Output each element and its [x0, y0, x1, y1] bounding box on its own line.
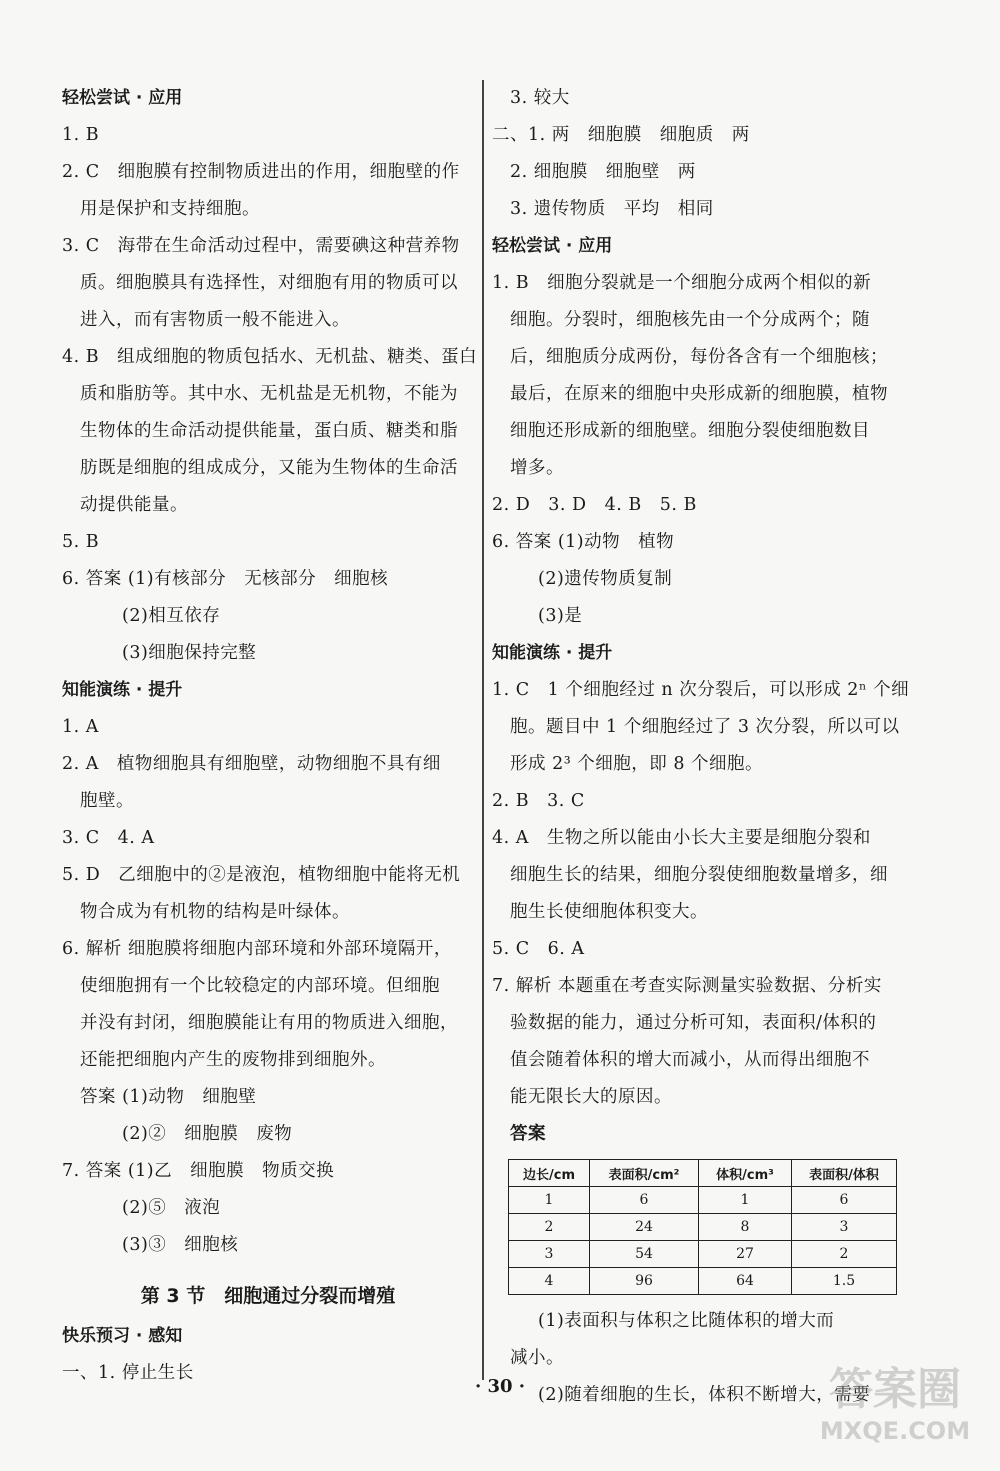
answer-line: (1)表面积与体积之比随体积的增大而 — [538, 1311, 835, 1331]
answer-line: 还能把细胞内产生的废物排到细胞外。 — [80, 1050, 386, 1070]
answer-line: 形成 2³ 个细胞，即 8 个细胞。 — [510, 754, 764, 774]
answer-line: 答案 (1)动物 细胞壁 — [80, 1087, 257, 1107]
answer-line: 验数据的能力，通过分析可知，表面积/体积的 — [510, 1013, 877, 1033]
watermark-logo-text: 答案圈 — [829, 1364, 961, 1415]
answer-line: 使细胞拥有一个比较稳定的内部环境。但细胞 — [80, 976, 440, 996]
heading-practice-improve: 知能演练 · 提升 — [62, 680, 183, 700]
answer-line: 生物体的生命活动提供能量，蛋白质、糖类和脂 — [80, 421, 458, 441]
answer-line: 3. 遗传物质 平均 相同 — [510, 199, 714, 219]
answer-line: (3)细胞保持完整 — [122, 643, 257, 663]
answer-line: 4. A 生物之所以能由小长大主要是细胞分裂和 — [492, 828, 871, 848]
answer-line: 2. C 细胞膜有控制物质进出的作用，细胞壁的作 — [62, 162, 460, 182]
table-header-cell: 表面积/cm² — [590, 1160, 699, 1187]
answer-line: 2. A 植物细胞具有细胞壁，动物细胞不具有细 — [62, 754, 441, 774]
answer-line: 细胞。分裂时，细胞核先由一个分成两个；随 — [510, 310, 870, 330]
answer-line: 2. 细胞膜 细胞壁 两 — [510, 162, 696, 182]
left-column — [62, 80, 478, 1392]
answer-line: 进入，而有害物质一般不能进入。 — [80, 310, 350, 330]
table-cell: 6 — [590, 1187, 699, 1214]
table-row — [509, 1241, 897, 1268]
answer-line: 物合成为有机物的结构是叶绿体。 — [80, 902, 350, 922]
table-cell: 1 — [509, 1187, 590, 1214]
table-cell: 54 — [590, 1241, 699, 1268]
answer-label: 答案 — [510, 1124, 546, 1144]
answer-line: (3)③ 细胞核 — [122, 1235, 239, 1255]
table-header-row — [509, 1160, 897, 1187]
table-row — [509, 1187, 897, 1214]
table-cell: 8 — [699, 1214, 792, 1241]
answer-line: 3. 较大 — [510, 88, 570, 108]
heading-preview: 快乐预习 · 感知 — [62, 1326, 183, 1346]
answer-line: 2. D 3. D 4. B 5. B — [492, 495, 697, 515]
answer-line: 7. 解析 本题重在考查实际测量实验数据、分析实 — [492, 976, 882, 996]
answer-line: 最后，在原来的细胞中央形成新的细胞膜，植物 — [510, 384, 888, 404]
answer-line: 7. 答案 (1)乙 细胞膜 物质交换 — [62, 1161, 335, 1181]
table-cell: 2 — [792, 1241, 897, 1268]
answer-line: 胞。题目中 1 个细胞经过了 3 次分裂，所以可以 — [510, 717, 900, 737]
table-cell: 6 — [792, 1187, 897, 1214]
answer-line: 二、1. 两 细胞膜 细胞质 两 — [492, 125, 750, 145]
table-cell: 1.5 — [792, 1268, 897, 1295]
table-row — [509, 1214, 897, 1241]
table-header-cell: 表面积/体积 — [792, 1160, 897, 1187]
table-cell: 4 — [509, 1268, 590, 1295]
answer-line: 1. B — [62, 125, 100, 145]
watermark-logo — [810, 1353, 980, 1463]
answer-line: (2)相互依存 — [122, 606, 221, 626]
answer-line: 值会随着体积的增大而减小，从而得出细胞不 — [510, 1050, 870, 1070]
column-divider — [482, 80, 484, 1380]
table-header-cell: 边长/cm — [509, 1160, 590, 1187]
answer-line: 减小。 — [510, 1348, 564, 1368]
answer-line: 细胞还形成新的细胞壁。细胞分裂使细胞数目 — [510, 421, 870, 441]
answer-line: (2)随着细胞的生长，体积不断增大，需要 — [538, 1385, 871, 1405]
answer-line: 3. C 海带在生命活动过程中，需要碘这种营养物 — [62, 236, 460, 256]
table-cell: 27 — [699, 1241, 792, 1268]
right-column — [492, 80, 910, 1414]
answer-line: 2. B 3. C — [492, 791, 585, 811]
answer-line: 6. 解析 细胞膜将细胞内部环境和外部环境隔开， — [62, 939, 452, 959]
answer-line: 6. 答案 (1)动物 植物 — [492, 532, 675, 552]
answer-line: 并没有封闭，细胞膜能让有用的物质进入细胞， — [80, 1013, 458, 1033]
table-header-cell: 体积/cm³ — [699, 1160, 792, 1187]
data-table — [508, 1159, 897, 1295]
answer-line: 6. 答案 (1)有核部分 无核部分 细胞核 — [62, 569, 389, 589]
answer-line: 质和脂肪等。其中水、无机盐是无机物，不能为 — [80, 384, 458, 404]
answer-line: (2)遗传物质复制 — [538, 569, 673, 589]
answer-line: 1. B 细胞分裂就是一个细胞分成两个相似的新 — [492, 273, 872, 293]
answer-line: 细胞生长的结果，细胞分裂使细胞数量增多，细 — [510, 865, 888, 885]
table-cell: 64 — [699, 1268, 792, 1295]
answer-line: 动提供能量。 — [80, 495, 188, 515]
heading-try-apply: 轻松尝试 · 应用 — [62, 88, 183, 108]
heading-practice-improve: 知能演练 · 提升 — [492, 643, 613, 663]
table-cell: 3 — [792, 1214, 897, 1241]
answer-line: 3. C 4. A — [62, 828, 155, 848]
answer-line: (2)⑤ 液泡 — [122, 1198, 221, 1218]
section-title: 第 3 节 细胞通过分裂而增殖 — [140, 1285, 396, 1307]
answer-line: 4. B 组成细胞的物质包括水、无机盐、糖类、蛋白 — [62, 347, 478, 367]
answer-line: 质。细胞膜具有选择性，对细胞有用的物质可以 — [80, 273, 458, 293]
table-row — [509, 1268, 897, 1295]
answer-line: 5. D 乙细胞中的②是液泡，植物细胞中能将无机 — [62, 865, 461, 885]
table-cell: 3 — [509, 1241, 590, 1268]
table-cell: 2 — [509, 1214, 590, 1241]
answer-line: 1. A — [62, 717, 99, 737]
answer-line: 能无限长大的原因。 — [510, 1087, 672, 1107]
table-cell: 96 — [590, 1268, 699, 1295]
answer-line: 一、1. 停止生长 — [62, 1363, 194, 1383]
answer-line: (2)② 细胞膜 废物 — [122, 1124, 293, 1144]
answer-line: (3)是 — [538, 606, 583, 626]
answer-line: 增多。 — [510, 458, 564, 478]
answer-line: 肪既是细胞的组成成分，又能为生物体的生命活 — [80, 458, 458, 478]
answer-line: 胞壁。 — [80, 791, 134, 811]
answer-line: 后，细胞质分成两份，每份各含有一个细胞核； — [510, 347, 888, 367]
answer-line: 1. C 1 个细胞经过 n 次分裂后，可以形成 2ⁿ 个细 — [492, 680, 910, 700]
watermark-url: MXQE.COM — [819, 1417, 971, 1445]
answer-line: 用是保护和支持细胞。 — [80, 199, 260, 219]
answer-line: 胞生长使细胞体积变大。 — [510, 902, 708, 922]
page-number: · 30 · — [474, 1376, 526, 1397]
heading-try-apply: 轻松尝试 · 应用 — [492, 236, 613, 256]
answer-line: 5. B — [62, 532, 100, 552]
answer-line: 5. C 6. A — [492, 939, 585, 959]
table-cell: 24 — [590, 1214, 699, 1241]
table-cell: 1 — [699, 1187, 792, 1214]
